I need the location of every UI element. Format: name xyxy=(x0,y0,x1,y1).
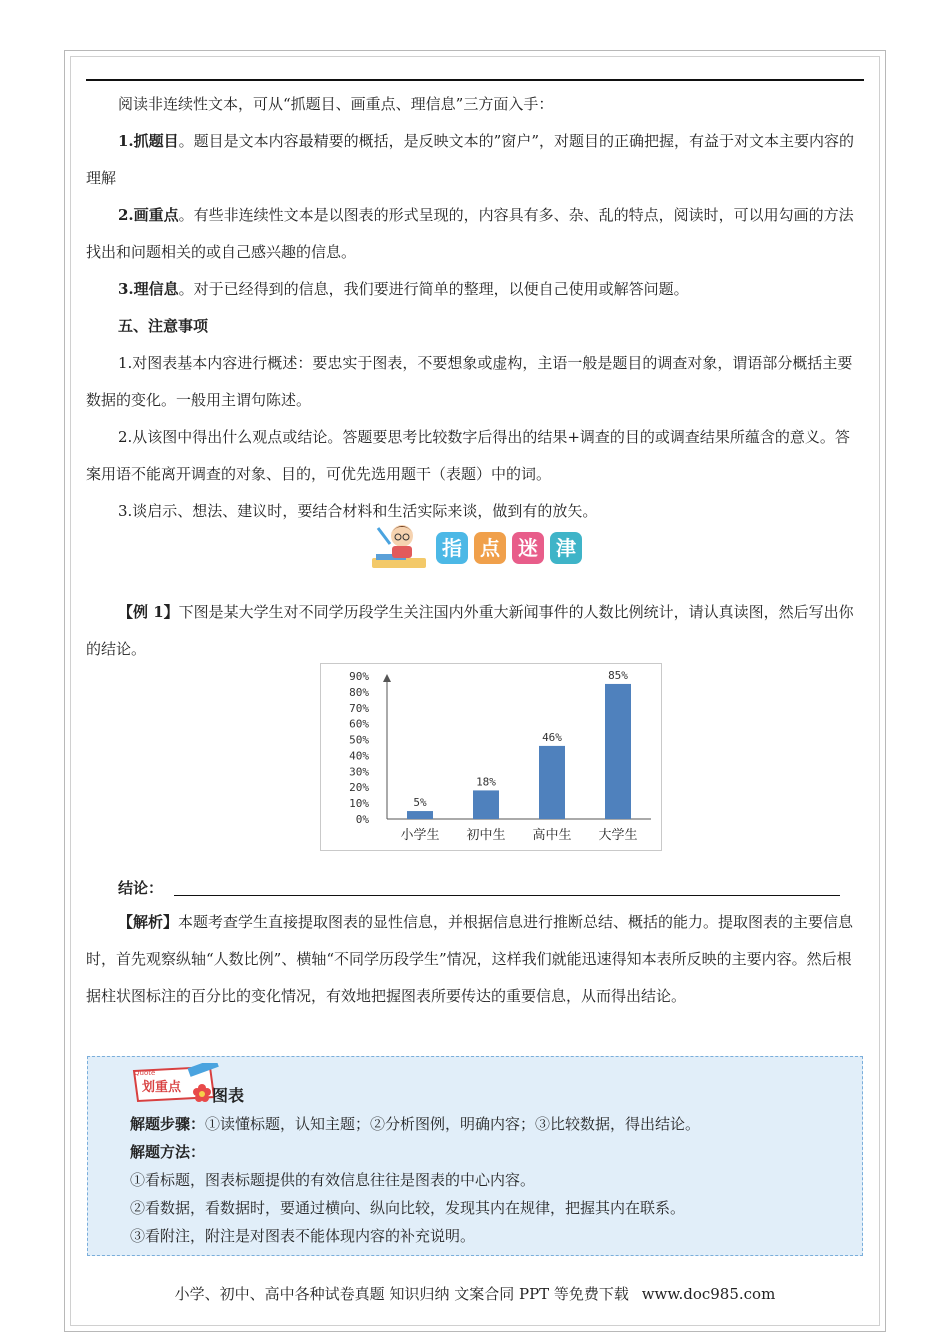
step-paragraph xyxy=(86,123,864,197)
example-question xyxy=(86,594,864,668)
analysis-section xyxy=(86,904,864,1015)
y-tick-label: 70% xyxy=(349,701,369,715)
data-label: 5% xyxy=(413,796,427,810)
footer xyxy=(0,1282,950,1306)
pointer-tile: 点 xyxy=(474,532,506,564)
y-tick-label: 80% xyxy=(349,685,369,699)
example-text: 下图是某大学生对不同学历段学生关注国内外重大新闻事件的人数比例统计，请认真读图，然后写出你的结论。 xyxy=(86,603,854,658)
badge-text: 划重点 xyxy=(142,1080,182,1095)
y-tick-label: 0% xyxy=(355,813,369,826)
bar xyxy=(605,684,631,819)
answer-line xyxy=(174,895,840,896)
step-paragraph xyxy=(86,271,864,308)
analysis-paragraph xyxy=(86,904,864,1015)
steps-text: ①读懂标题，认知主题；②分析图例，明确内容；③比较数据，得出结论。 xyxy=(205,1115,701,1133)
bar xyxy=(473,790,499,819)
method-item: ①看标题，图表标题提供的有效信息往往是图表的中心内容。 xyxy=(130,1171,536,1189)
step-paragraph xyxy=(86,197,864,271)
key-points-box xyxy=(87,1056,863,1256)
y-axis-arrow xyxy=(383,674,391,682)
pointer-tile: 指 xyxy=(436,532,468,564)
method-label-line xyxy=(130,1139,205,1165)
step-text: 。对于已经得到的信息，我们要进行简单的整理，以便自己使用或解答问题。 xyxy=(178,280,689,298)
bar-chart-svg xyxy=(321,664,661,850)
pointer-banner xyxy=(368,518,588,574)
method-item: ②看数据，看数据时，要通过横向、纵向比较，发现其内在规律，把握其内在联系。 xyxy=(130,1199,686,1217)
badge-small-text: Quote xyxy=(134,1069,156,1077)
x-tick-label: 高中生 xyxy=(532,828,572,843)
student-reading-icon xyxy=(368,518,430,574)
bar xyxy=(539,746,565,819)
y-tick-label: 60% xyxy=(349,717,369,731)
y-tick-label: 40% xyxy=(349,749,369,763)
header-rule xyxy=(86,79,864,81)
conclusion-answer xyxy=(118,876,848,900)
conclusion-label: 结论： xyxy=(118,879,164,897)
pointer-tile: 津 xyxy=(550,532,582,564)
data-label: 85% xyxy=(608,668,628,682)
reading-method-section xyxy=(86,86,864,530)
y-tick-label: 90% xyxy=(349,670,369,683)
x-tick-label: 初中生 xyxy=(466,828,506,843)
x-tick-label: 大学生 xyxy=(598,828,638,843)
step-head: 3.理信息 xyxy=(118,280,179,298)
method-label: 解题方法： xyxy=(130,1143,206,1161)
analysis-label: 【解析】 xyxy=(118,913,179,931)
data-label: 18% xyxy=(476,775,496,789)
y-tick-label: 20% xyxy=(349,781,369,795)
section-heading: 五、注意事项 xyxy=(118,317,209,335)
note-paragraph: 1.对图表基本内容进行概述：要忠实于图表，不要想象或虚构，主语一般是题目的调查对象，谓语部分概括主要数据的变化。一般用主谓句陈述。 xyxy=(86,354,853,409)
step-head: 1.抓题目 xyxy=(118,132,179,150)
example-label: 【例 1】 xyxy=(118,603,179,621)
bar-chart xyxy=(320,663,662,851)
x-tick-label: 小学生 xyxy=(400,828,440,843)
y-tick-label: 10% xyxy=(349,797,369,811)
steps-label: 解题步骤： xyxy=(130,1115,206,1133)
data-label: 46% xyxy=(542,730,562,744)
note-paragraph: 2.从该图中得出什么观点或结论。答题要思考比较数字后得出的结果+调查的目的或调查结果所蕴含的意义。答案用语不能离开调查的对象、目的，可优先选用题干（表题）中的词。 xyxy=(86,428,850,483)
solve-steps-line xyxy=(130,1111,700,1137)
step-head: 2.画重点 xyxy=(118,206,179,224)
y-tick-label: 30% xyxy=(349,765,369,779)
intro-paragraph: 阅读非连续性文本，可从“抓题目、画重点、理信息”三方面入手： xyxy=(118,95,554,113)
bar xyxy=(407,811,433,819)
footer-url[interactable]: www.doc985.com xyxy=(641,1285,776,1303)
flower-icon xyxy=(193,1084,211,1102)
pointer-tile: 迷 xyxy=(512,532,544,564)
method-item: ③看附注，附注是对图表不能体现内容的补充说明。 xyxy=(130,1227,476,1245)
step-text: 。题目是文本内容最精要的概括，是反映文本的”窗户”，对题目的正确把握，有益于对文本主要内容的理解 xyxy=(86,132,855,187)
example-paragraph xyxy=(86,594,864,668)
analysis-text: 本题考查学生直接提取图表的显性信息，并根据信息进行推断总结、概括的能力。提取图表的主要信息时，首先观察纵轴“人数比例”、横轴“不同学历段学生”情况，这样我们就能迅速得知本表所反映的主要内容。然后根据柱状图标注的百分比的变化情况，有效地把握图表所要传达的重要信息，从而得出结论。 xyxy=(86,913,854,1005)
step-text: 。有些非连续性文本是以图表的形式呈现的，内容具有多、杂、乱的特点，阅读时，可以用勾画的方法找出和问题相关的或自己感兴趣的信息。 xyxy=(86,206,854,261)
key-box-title: 图表 xyxy=(212,1086,245,1105)
footer-text: 小学、初中、高中各种试卷真题 知识归纳 文案合同 PPT 等免费下载 xyxy=(174,1285,629,1303)
note-paragraph: 3.谈启示、想法、建议时，要结合材料和生活实际来谈，做到有的放矢。 xyxy=(118,502,598,520)
y-tick-label: 50% xyxy=(349,733,369,747)
